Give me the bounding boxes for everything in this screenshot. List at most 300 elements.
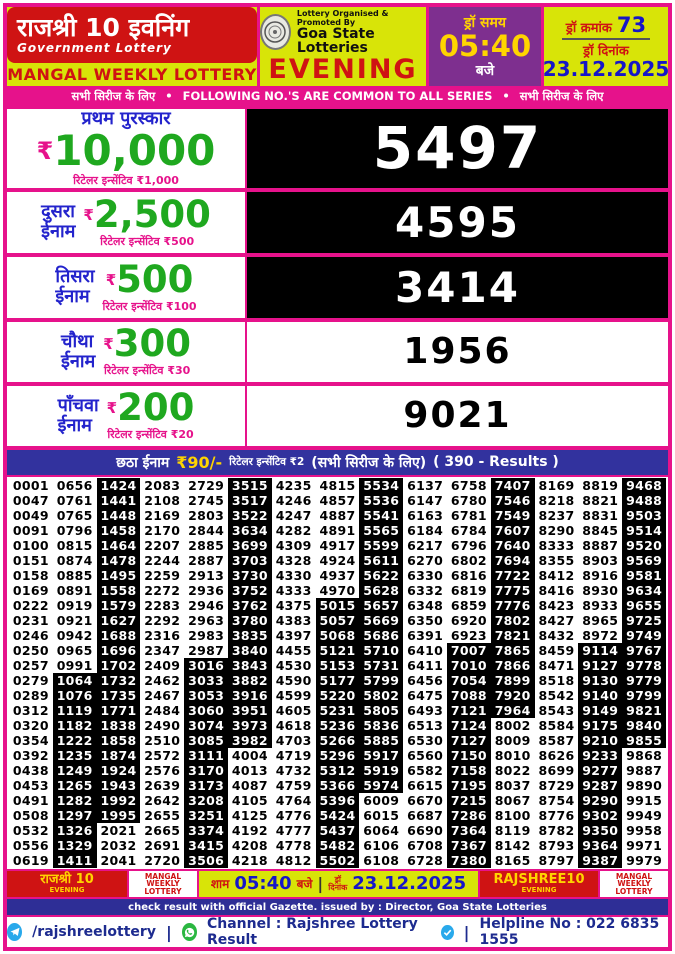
result-cell: 0047 xyxy=(12,492,49,508)
result-cell: 6348 xyxy=(407,597,444,613)
result-cell: 0246 xyxy=(12,627,49,643)
result-cell: 5502 xyxy=(316,853,360,868)
result-cell: 0231 xyxy=(12,612,49,628)
result-cell: 5802 xyxy=(359,688,403,703)
result-cell: 7920 xyxy=(491,688,535,703)
result-cell: 5805 xyxy=(359,703,403,718)
result-cell: 1627 xyxy=(97,613,141,628)
result-cell: 6493 xyxy=(407,702,444,718)
draw-number-value: 73 xyxy=(616,12,647,37)
result-cell: 8412 xyxy=(538,567,575,583)
result-cell: 0354 xyxy=(12,732,49,748)
result-cell: 3016 xyxy=(184,658,228,673)
result-cell: 6530 xyxy=(407,732,444,748)
result-cell: 5628 xyxy=(359,583,403,598)
header-middle xyxy=(260,7,426,86)
result-cell: 4192 xyxy=(231,822,268,838)
result-cell: 5836 xyxy=(359,718,403,733)
result-cell: 0874 xyxy=(56,552,93,568)
result-cell: 3699 xyxy=(228,538,272,553)
result-cell: 1579 xyxy=(97,598,141,613)
result-cell: 2169 xyxy=(144,507,181,523)
result-cell: 3982 xyxy=(228,733,272,748)
rupee-symbol: ₹ xyxy=(105,270,117,289)
footer-left-title: राजश्री 10 xyxy=(40,872,94,888)
result-cell: 4599 xyxy=(275,687,312,703)
result-cell: 9350 xyxy=(578,823,622,838)
brand-box xyxy=(7,7,257,63)
result-cell: 8793 xyxy=(538,837,575,853)
result-cell: 0796 xyxy=(56,522,93,538)
result-cell: 9915 xyxy=(626,792,663,808)
prize-row-3 xyxy=(7,255,668,318)
result-cell: 8169 xyxy=(538,477,575,493)
result-cell: 8543 xyxy=(538,702,575,718)
result-cell: 7865 xyxy=(491,643,535,658)
result-cell: 7964 xyxy=(491,703,535,718)
result-cell: 8423 xyxy=(538,597,575,613)
result-cell: 5220 xyxy=(316,688,360,703)
result-cell: 9520 xyxy=(622,538,666,553)
result-cell: 4857 xyxy=(319,492,356,508)
result-cell: 1119 xyxy=(53,703,97,718)
prize-1-info xyxy=(7,109,247,188)
result-cell: 5236 xyxy=(316,718,360,733)
result-cell: 6163 xyxy=(407,507,444,523)
result-cell: 2170 xyxy=(144,522,181,538)
result-cell: 4208 xyxy=(231,837,268,853)
footer-brand-left xyxy=(7,871,127,898)
result-cell: 8355 xyxy=(538,552,575,568)
result-cell: 7367 xyxy=(447,838,491,853)
result-cell: 4732 xyxy=(275,762,312,778)
result-cell: 2665 xyxy=(144,822,181,838)
result-cell: 6728 xyxy=(407,852,444,868)
social-strip xyxy=(7,917,668,947)
prize-2-label: दुसरा xyxy=(41,201,75,223)
result-cell: 7546 xyxy=(491,493,535,508)
result-cell: 9130 xyxy=(578,673,622,688)
prize-5-number-box xyxy=(247,386,668,446)
result-cell: 6708 xyxy=(407,837,444,853)
result-cell: 8754 xyxy=(538,792,575,808)
result-cell: 5599 xyxy=(359,538,403,553)
result-cell: 3973 xyxy=(228,718,272,733)
draw-number-label: ड्रॉ क्रमांक xyxy=(565,20,612,36)
result-cell: 0312 xyxy=(12,702,49,718)
result-cell: 5686 xyxy=(359,628,403,643)
prize-2-incentive: रिटेलर इन्सेंटिव ₹500 xyxy=(100,234,195,248)
result-cell: 3835 xyxy=(228,628,272,643)
result-cell: 8100 xyxy=(494,807,531,823)
result-cell: 1874 xyxy=(97,748,141,763)
result-cell: 4764 xyxy=(275,792,312,808)
result-cell: 3170 xyxy=(184,763,228,778)
result-cell: 6513 xyxy=(407,717,444,733)
result-cell: 2041 xyxy=(100,852,137,868)
prize-row-5 xyxy=(7,384,668,446)
result-cell: 7150 xyxy=(447,748,491,763)
result-cell: 1448 xyxy=(97,508,141,523)
result-cell: 6332 xyxy=(407,582,444,598)
weekly-lottery-label: MANGAL WEEKLY LOTTERY xyxy=(7,64,257,84)
result-cell: 4004 xyxy=(231,747,268,763)
result-cell: 1282 xyxy=(53,793,97,808)
result-cell: 9840 xyxy=(622,718,666,733)
result-cell: 7010 xyxy=(447,658,491,673)
result-cell: 0438 xyxy=(12,762,49,778)
result-cell: 8009 xyxy=(494,732,531,748)
result-cell: 8165 xyxy=(494,852,531,868)
result-cell: 7775 xyxy=(491,583,535,598)
result-cell: 4247 xyxy=(275,507,312,523)
result-cell: 4235 xyxy=(275,477,312,493)
result-cell: 0320 xyxy=(12,717,49,733)
footer-draw-date-label: ड्रॉ xyxy=(334,874,341,884)
result-cell: 9778 xyxy=(622,658,666,673)
result-cell: 4330 xyxy=(275,567,312,583)
result-cell: 4087 xyxy=(231,777,268,793)
result-cell: 1464 xyxy=(97,538,141,553)
result-cell: 6137 xyxy=(407,477,444,493)
result-cell: 1992 xyxy=(97,793,141,808)
prize-1-number-box xyxy=(247,109,668,188)
result-cell: 6009 xyxy=(363,792,400,808)
result-cell: 3730 xyxy=(228,568,272,583)
sixth-prize-incentive: रिटेलर इन्सेंटिव ₹2 xyxy=(229,456,305,469)
result-cell: 8142 xyxy=(494,837,531,853)
result-cell: 9569 xyxy=(622,553,666,568)
result-cell: 7549 xyxy=(491,508,535,523)
result-cell: 5153 xyxy=(316,658,360,673)
result-cell: 9655 xyxy=(622,598,666,613)
result-cell: 2983 xyxy=(188,627,225,643)
result-cell: 5121 xyxy=(316,643,360,658)
footer-weekly-line: MANGAL xyxy=(144,871,182,881)
result-cell: 0091 xyxy=(12,522,49,538)
result-cell: 7866 xyxy=(491,658,535,673)
result-cell: 9634 xyxy=(622,583,666,598)
prize-row-2 xyxy=(7,190,668,253)
prize-3-number-box xyxy=(247,257,668,318)
draw-info-box xyxy=(544,7,668,86)
result-cell: 1411 xyxy=(53,853,97,868)
prize-4-label: चौथा xyxy=(61,330,94,352)
result-cell: 8459 xyxy=(538,642,575,658)
result-cell: 2510 xyxy=(144,732,181,748)
result-cell: 3762 xyxy=(228,598,272,613)
result-cell: 9127 xyxy=(578,658,622,673)
result-cell: 7124 xyxy=(447,718,491,733)
result-cell: 3374 xyxy=(184,823,228,838)
result-cell: 0491 xyxy=(12,792,49,808)
result-cell: 2639 xyxy=(144,777,181,793)
result-cell: 6816 xyxy=(450,567,487,583)
result-cell: 8887 xyxy=(582,537,619,553)
common-series-strip xyxy=(7,88,668,105)
result-cell: 2844 xyxy=(188,522,225,538)
result-cell: 1297 xyxy=(53,808,97,823)
result-cell: 4777 xyxy=(275,822,312,838)
result-cell: 0619 xyxy=(12,852,49,868)
result-cell: 3840 xyxy=(228,643,272,658)
bullet: • xyxy=(165,89,173,104)
result-cell: 8237 xyxy=(538,507,575,523)
result-cell: 7158 xyxy=(447,763,491,778)
result-cell: 5669 xyxy=(359,613,403,628)
result-cell: 6859 xyxy=(450,597,487,613)
result-cell: 7694 xyxy=(491,553,535,568)
result-cell: 8797 xyxy=(538,852,575,868)
result-cell: 7607 xyxy=(491,523,535,538)
result-cell: 8119 xyxy=(494,822,531,838)
result-cell: 3415 xyxy=(184,838,228,853)
footer-weekly-left xyxy=(129,871,197,898)
result-cell: 4970 xyxy=(319,582,356,598)
result-cell: 8965 xyxy=(582,612,619,628)
result-cell: 4759 xyxy=(275,777,312,793)
result-cell: 6015 xyxy=(363,807,400,823)
result-cell: 5710 xyxy=(359,643,403,658)
prize-5-label: पाँचवा xyxy=(57,394,99,416)
result-cell: 6781 xyxy=(450,507,487,523)
result-cell: 5917 xyxy=(359,748,403,763)
result-cell: 8819 xyxy=(582,477,619,493)
prize-3-label: तिसरा xyxy=(55,266,95,288)
result-cell: 8432 xyxy=(538,627,575,643)
rupee-symbol: ₹ xyxy=(103,335,114,354)
result-cell: 4887 xyxy=(319,507,356,523)
result-cell: 0151 xyxy=(12,552,49,568)
result-cell: 1222 xyxy=(53,733,97,748)
telegram-handle[interactable]: /rajshreelottery xyxy=(32,924,156,940)
result-cell: 4618 xyxy=(275,717,312,733)
prize-3-label2: ईनाम xyxy=(55,286,90,308)
result-cell: 4218 xyxy=(231,852,268,868)
result-cell: 0100 xyxy=(12,537,49,553)
prize-5-label2: ईनाम xyxy=(57,414,92,436)
result-cell: 1458 xyxy=(97,523,141,538)
result-cell: 2108 xyxy=(144,492,181,508)
draw-time-label: ड्रॉ समय xyxy=(464,14,506,31)
page-frame xyxy=(3,3,672,951)
result-cell: 0049 xyxy=(12,507,49,523)
result-cell: 2572 xyxy=(144,747,181,763)
result-cell: 1478 xyxy=(97,553,141,568)
prize-4-number-box xyxy=(247,322,668,382)
result-cell: 9364 xyxy=(578,838,622,853)
result-cell: 2207 xyxy=(144,537,181,553)
prize-5-incentive: रिटेलर इन्सेंटिव ₹20 xyxy=(107,428,194,442)
footer-date-value: 23.12.2025 xyxy=(352,873,467,895)
prize-2-label2: ईनाम xyxy=(41,221,76,243)
result-cell: 8930 xyxy=(582,582,619,598)
result-cell: 5296 xyxy=(316,748,360,763)
series-note-left: सभी सिरीज के लिए xyxy=(71,88,156,103)
result-cell: 2885 xyxy=(188,537,225,553)
result-cell: 2987 xyxy=(188,642,225,658)
result-cell: 2259 xyxy=(144,567,181,583)
result-cell: 3843 xyxy=(228,658,272,673)
rupee-symbol: ₹ xyxy=(83,205,94,224)
result-cell: 2292 xyxy=(144,612,181,628)
prize-3-number: 3414 xyxy=(395,262,520,312)
result-cell: 3752 xyxy=(228,583,272,598)
result-cell: 1735 xyxy=(97,688,141,703)
result-cell: 4013 xyxy=(231,762,268,778)
result-cell: 0765 xyxy=(56,507,93,523)
result-cell: 1688 xyxy=(97,628,141,643)
prize-1-number: 5497 xyxy=(372,114,543,183)
result-cell: 0279 xyxy=(12,672,49,688)
result-cell: 4397 xyxy=(275,627,312,643)
result-cell: 7821 xyxy=(491,628,535,643)
result-cell: 2467 xyxy=(144,687,181,703)
result-cell: 4105 xyxy=(231,792,268,808)
result-cell: 1702 xyxy=(97,658,141,673)
result-cell: 6687 xyxy=(407,807,444,823)
result-cell: 0885 xyxy=(56,567,93,583)
result-cell: 2946 xyxy=(188,597,225,613)
draw-time-box xyxy=(429,7,541,86)
result-cell: 4590 xyxy=(275,672,312,688)
result-cell: 3085 xyxy=(184,733,228,748)
footer-left-session: EVENING xyxy=(49,886,85,895)
series-note-center: FOLLOWING NO.'S ARE COMMON TO ALL SERIES xyxy=(182,89,493,104)
result-cell: 9749 xyxy=(622,628,666,643)
result-cell: 9140 xyxy=(578,688,622,703)
result-cell: 5799 xyxy=(359,673,403,688)
result-cell: 5974 xyxy=(359,778,403,793)
prize-5-amount: 200 xyxy=(117,386,195,430)
prize-4-label2: ईनाम xyxy=(61,350,96,372)
result-cell: 3053 xyxy=(184,688,228,703)
result-cell: 1858 xyxy=(97,733,141,748)
prize-4-amount: 300 xyxy=(113,322,191,366)
result-cell: 5536 xyxy=(359,493,403,508)
result-cell: 9855 xyxy=(622,733,666,748)
result-cell: 7121 xyxy=(447,703,491,718)
result-cell: 6391 xyxy=(407,627,444,643)
draw-date-value: 23.12.2025 xyxy=(542,56,670,81)
verified-badge-icon xyxy=(441,925,454,940)
result-cell: 1924 xyxy=(97,763,141,778)
result-cell: 8542 xyxy=(538,687,575,703)
government-lottery-label: Government Lottery xyxy=(17,41,172,55)
result-cell: 0001 xyxy=(12,477,49,493)
footer-sham-label: शाम xyxy=(210,877,230,892)
result-cell: 3916 xyxy=(228,688,272,703)
result-cell: 8821 xyxy=(582,492,619,508)
result-cell: 9149 xyxy=(578,703,622,718)
result-cell: 9779 xyxy=(622,673,666,688)
result-cell: 9290 xyxy=(578,793,622,808)
result-cell: 6350 xyxy=(407,612,444,628)
result-cell: 9277 xyxy=(578,763,622,778)
result-cell: 2913 xyxy=(188,567,225,583)
result-cell: 9958 xyxy=(626,822,663,838)
sixth-prize-results-count: ( 390 - Results ) xyxy=(433,454,559,471)
prize-2-amount: 2,500 xyxy=(93,192,211,236)
result-cell: 2409 xyxy=(144,657,181,673)
result-cell: 5565 xyxy=(359,523,403,538)
prize-4-number: 1956 xyxy=(403,331,512,373)
result-cell: 9887 xyxy=(626,762,663,778)
result-cell: 1771 xyxy=(97,703,141,718)
result-cell: 7127 xyxy=(447,733,491,748)
result-cell: 5541 xyxy=(359,508,403,523)
result-cell: 0453 xyxy=(12,777,49,793)
result-cell: 0965 xyxy=(56,642,93,658)
footer-weekly-line: WEEKLY xyxy=(146,879,180,889)
result-cell: 4530 xyxy=(275,657,312,673)
prize-3-info xyxy=(7,257,247,318)
result-cell: 2936 xyxy=(188,582,225,598)
result-cell: 4815 xyxy=(319,477,356,493)
result-cell: 8972 xyxy=(582,627,619,643)
result-cell: 8416 xyxy=(538,582,575,598)
result-cell: 7380 xyxy=(447,853,491,868)
result-cell: 6690 xyxy=(407,822,444,838)
result-cell: 8626 xyxy=(538,747,575,763)
result-cell: 4937 xyxy=(319,567,356,583)
result-cell: 3780 xyxy=(228,613,272,628)
result-cell: 4719 xyxy=(275,747,312,763)
whatsapp-icon[interactable] xyxy=(182,923,197,941)
result-cell: 1076 xyxy=(53,688,97,703)
result-cell: 2963 xyxy=(188,612,225,628)
helpline-number[interactable]: Helpline No : 022 6835 1555 xyxy=(479,916,660,948)
result-cell: 1182 xyxy=(53,718,97,733)
footer-weekly-line: MANGAL xyxy=(615,871,653,881)
result-cell: 0761 xyxy=(56,492,93,508)
sixth-prize-strip xyxy=(7,448,668,475)
result-cell: 4778 xyxy=(275,837,312,853)
result-cell: 4309 xyxy=(275,537,312,553)
result-cell: 2887 xyxy=(188,552,225,568)
result-cell: 6410 xyxy=(407,642,444,658)
result-cell: 6819 xyxy=(450,582,487,598)
channel-text[interactable]: Channel : Rajshree Lottery Result xyxy=(206,916,418,948)
result-cell: 7722 xyxy=(491,568,535,583)
footer-baje-label: बजे xyxy=(296,877,313,892)
result-cell: 0222 xyxy=(12,597,49,613)
result-cell: 4703 xyxy=(275,732,312,748)
footer-draw-date-label: दिनांक xyxy=(328,882,348,892)
result-cell: 5622 xyxy=(359,568,403,583)
result-cell: 0921 xyxy=(56,612,93,628)
telegram-icon[interactable] xyxy=(7,923,22,941)
result-cell: 3515 xyxy=(228,478,272,493)
result-cell: 7802 xyxy=(491,613,535,628)
result-cell: 6108 xyxy=(363,852,400,868)
result-cell: 4383 xyxy=(275,612,312,628)
sixth-prize-series-note: (सभी सिरीज के लिए) xyxy=(311,454,427,471)
prize-2-number-box xyxy=(247,192,668,253)
result-cell: 8845 xyxy=(582,522,619,538)
result-cell: 3506 xyxy=(184,853,228,868)
result-cell: 1249 xyxy=(53,763,97,778)
result-cell: 5611 xyxy=(359,553,403,568)
result-cell: 8002 xyxy=(494,717,531,733)
result-cell: 7007 xyxy=(447,643,491,658)
result-cell: 9233 xyxy=(578,748,622,763)
result-cell: 3251 xyxy=(184,808,228,823)
result-cell: 8067 xyxy=(494,792,531,808)
result-cell: 8699 xyxy=(538,762,575,778)
footer-time-value: 05:40 xyxy=(234,873,292,895)
result-cell: 0942 xyxy=(56,627,93,643)
